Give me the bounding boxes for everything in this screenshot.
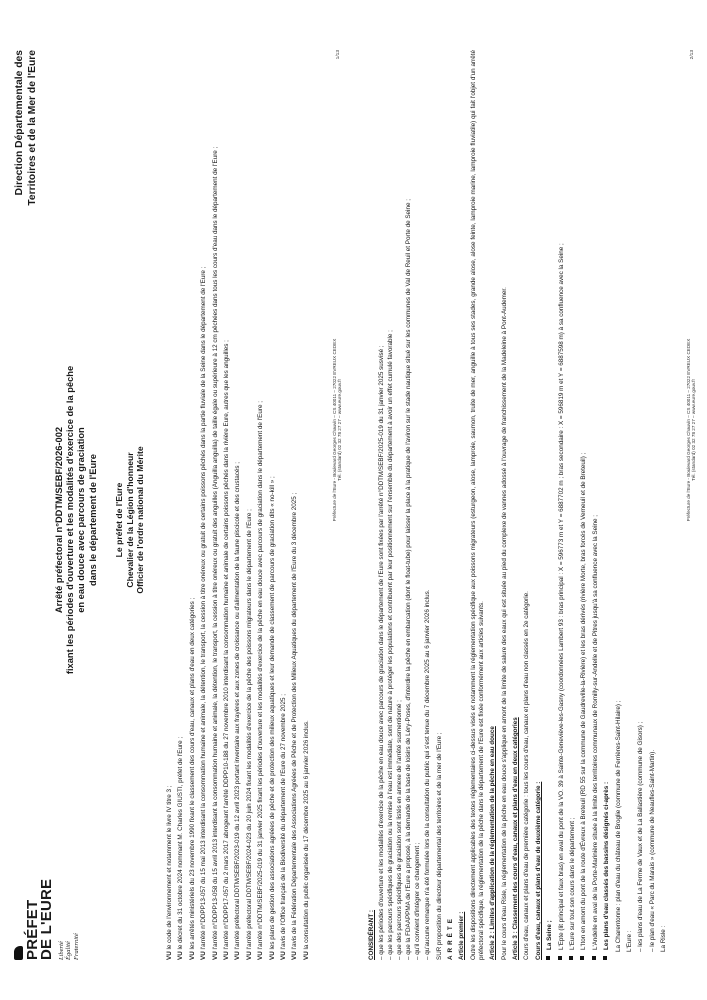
marianne-icon [14,946,23,960]
sub-item: La Risle : [660,925,668,952]
vu-item: VU l'arrêté n°DDPP13-057 du 15 mai 2013 interdisant la consommation humaine et animale, la détention, le transport, la cession à titre onéreux ou gratuit de certains poissons pêchés dans la partie fluviale de la Seine dans le département de l'Eure ; [200,266,208,960]
page-footer [686,200,697,660]
sub-item: La Charentonne : plan d'eau du château de Broglie (commune de Ferrières-Saint-Hilaire) ; [614,700,622,952]
page-number: 2/13 [689,50,695,60]
footer-line: Tél. (standard) 02 32 78 27 27 – www.eure.gouv.fr [691,378,697,482]
footer-line: Tél. (standard) 02 32 78 27 27 – www.eure.gouv.fr [337,378,343,482]
motto-line: Égalité [65,941,73,960]
considerant-label: CONSIDÉRANT : [368,909,375,960]
vu-item: VU la consultation du public organisée du 17 décembre 2025 au 6 janvier 2026 inclus. [302,720,310,960]
category-2-heading: Cours d'eau, canaux et plans d'eau de deuxième catégorie : [534,781,542,960]
prefet-logo [14,870,80,960]
sub-item: – les plans d'eau de La Ferme de Vaux et de La Ballastière (commune de Gisors) ; [637,721,645,952]
authority-line: Officier de l'ordre national du Mérite [135,446,145,594]
list-item: L'Andelle en aval de la Porte-Marinière située à la limite des territoires communaux de Romilly-sur-Andelle et de Pitres jusqu'à sa confluence avec la Seine ; [592,50,600,960]
direction-line: Territoires et de la Mer de l'Eure [26,50,38,206]
authority-line: Chevalier de la Légion d'honneur [124,452,135,588]
considerant-item: – qu'il convient d'intégrer ce changement ; [414,842,422,960]
article-2-text: Pour le cours d'eau Risle, la réglementation de la pêche en eau douce s'applique en amont de la limite de salure des eaux qui est située au pied du complexe de vannes adossé à l'ouvrage de franchissement de la Madeleine à Pont-Audemer. [500,287,508,960]
page-2 [354,0,707,1000]
authority-line: Le préfet de l'Eure [114,482,124,558]
square-bullet-icon [592,956,596,960]
motto-line: Fraternité [72,933,80,960]
sub-item: – le plan d'eau « Parc du Marais » (commune de Neaufles-Saint-Martin). [648,749,656,952]
title-line: fixant les périodes d'ouverture et les modalités d'exercice de la pêche [65,365,76,675]
vu-list [166,50,314,960]
list-item: La Seine ; [546,50,554,960]
title-line: dans le département de l'Eure [87,454,98,586]
article-1-text: Outre les dispositions directement applicables des textes réglementaires ci-dessus visés et notamment la réglementation spécifique aux poissons migrateurs (esturgeon, alose, lamproie, saumon, truite de mer, anguille à tous ses stades, grande alose, alose feinte, lamproie marine, lamproie fluviatile) qui fait l'objet d'un arrêté préfectoral spécifique, la réglementation de la pêche dans le département de l'Eure est fixée conformément aux articles suivants. [469,50,485,960]
vu-item: VU les plans de gestion des associations agréées de pêche et de protection des milieux aquatiques et leur demande de classement de parcours de graciation dits « no-kill » ; [268,476,276,960]
category-1-text: Cours d'eau, canaux et plans d'eau de première catégorie : tous les cours d'eau, canaux et plans d'eau non classés en 2e catégorie. [523,591,531,960]
considerant-item: – que la FDAAPPMA de l'Eure a proposé, à la demande de la base de loisirs de Léry-Poses, d'interdire la pêche en embarcation (dont le float-tube) pour laisser la place à la pratique de l'aviron sur le stade nautique situé sur les communes de Val de Reuil et Porte de Seine ; [405,199,413,960]
arrete-heading: ARRÊTE [447,916,455,960]
vu-item: VU le code de l'environnement et notamment le livre IV titre 3 ; [166,785,173,960]
page-footer [332,200,343,660]
article-1-heading: Article premier : [458,911,466,960]
vu-item: VU les arrêtés ministériels du 23 novembre 1990 fixant le classement des cours d'eau, canaux et plans d'eau en deux catégories ; [188,597,196,960]
square-bullet-icon [603,956,607,960]
vu-item: VU l'avis de la Fédération Départementale des Associations Agréées de Pêche et de Protection des Milieux Aquatiques du département de l'Eure du 3 décembre 2025 ; [291,492,299,960]
list-item: L'Iton en amont du pont de la route d'Évreux à Breteuil (RD 55 sur la commune de Gaudreville-la-Rivière) et les bras dérivés (rivière Morte, bras forcés de Verneuil et de Breteuil) ; [580,50,588,960]
square-bullet-icon [569,956,573,960]
square-bullet-icon [546,956,550,960]
list-item: L'Eure sur tout son cours dans le département ; [569,50,577,960]
considerant-item: – que les périodes d'ouverture et les modalités d'exercice de la pêche en eau douce avec parcours de graciation dans le département de l'Eure sont fixées par l'arrêté n°DDTM/SEBF/2025-019 du 31 janvier 2025 susvisé ; [378,345,386,960]
vu-item: VU l'arrêté n°DDTM/SEBF/2025-019 du 31 janvier 2025 fixant les périodes d'ouverture et les modalités d'exercice de la pêche en eau douce avec parcours de graciation dans le département de l'Eure ; [257,401,265,960]
considerant-item: – que des parcours spécifiques de graciation sont listés en annexe de l'arrêté susmentionné ; [396,700,404,960]
article-2-heading: Article 2 : Limites d'application de la réglementation de la pêche en eau douce [489,726,497,960]
square-bullet-icon [580,956,584,960]
page-1 [0,0,353,1000]
vu-item: VU le décret du 31 octobre 2024 nommant M. Charles GIUSTI, préfet de l'Eure ; [177,736,185,960]
vu-item: VU l'arrêté préfectoral DDTM/SEBF/2023-019 du 12 avril 2023 portant inventaire aux frayères et aux zones de croissance ou d'alimentation de la faune piscicole et des crustacés ; [234,461,242,960]
sur-proposition: SUR proposition du directeur départemental des territoires et de la mer de l'Eure ; [435,732,443,960]
footer-line: Préfecture de l'Eure - Boulevard Georges Chauvin – CS 40011 – 27022 EVREUX CEDEX [331,338,337,522]
vu-item: VU l'arrêté n°DDPP17-057 du 2 mars 2017 abrogeant l'arrêté DDPP10-188 du 27 novembre 2010 interdisant la consommation humaine et animale de certains poissons pêchés dans la rivière Eure, autres que les anguilles ; [222,340,230,960]
title-line: en eau douce avec parcours de graciation [76,427,87,613]
list-item: L'Epte (lit principal et faux bras) en aval du pont de la VO. 39 à Sainte-Geneviève-les-Gasny (coordonnées Lambert 93 : bras principal : X = 596773 m et Y = 6887702 m ; bras secondaire : X = 596819 m et Y = 6887598 m) à sa confluence avec la Seine ; [558,50,566,960]
list-item: Les plans d'eau classés des bassins désignés ci-après : [603,50,611,960]
logo-line: DE L'EURE [38,878,55,960]
direction-heading [14,50,39,630]
considerant-item: – que les parcours spécifiques de graciation ou la remise à l'eau est immédiate, sont de nature à protéger les populations et contribuent par leur positionnement sur l'ensemble du département à avoir un effet cumulé favorable ; [387,330,395,960]
square-bullet-icon [558,956,562,960]
footer-line: Préfecture de l'Eure - Boulevard Georges Chauvin – CS 40011 – 27022 EVREUX CEDEX [685,338,691,522]
sub-item: L'Eure : [626,930,633,952]
title-line: Arrêté préfectoral n°DDTM/SEBF/2026-002 [54,426,64,614]
page-2-body [368,50,672,960]
authority-block [114,290,146,750]
vu-item: VU l'avis de l'Office français de la Biodiversité du département de l'Eure du 27 novembre 2025 ; [279,693,287,960]
motto-line: Liberté [58,941,65,960]
vu-item: VU l'arrêté préfectoral DDTM/SEBF/2024-023 du 20 juin 2024 fixant les modalités d'exercice de la pêche des poissons migrateurs dans le département de l'Eure ; [245,509,253,960]
vu-item: VU l'arrêté n°DDPP13-058 du 15 avril 2013 interdisant la consommation humaine et animale, la détention, le transport, la cession à titre onéreux ou gratuit des anguilles (Anguilla anguilla) de taille égale ou supérieure à 12 cm pêchées dans tous les cours d'eau dans le département de l'Eure ; [211,146,219,960]
document-title [54,200,99,840]
direction-line: Direction Départementale des [14,50,25,196]
considerant-item: – qu'aucune remarque n'a été formulée lors de la consultation du public qui s'est tenue du 7 décembre 2025 au 6 janvier 2026 inclus. [423,589,431,960]
article-3-heading: Article 3 : Classement des cours d'eau, canaux et plans d'eau en deux catégories [512,717,520,960]
logo-line: PRÉFET [24,899,41,960]
page-number: 1/13 [335,50,341,60]
